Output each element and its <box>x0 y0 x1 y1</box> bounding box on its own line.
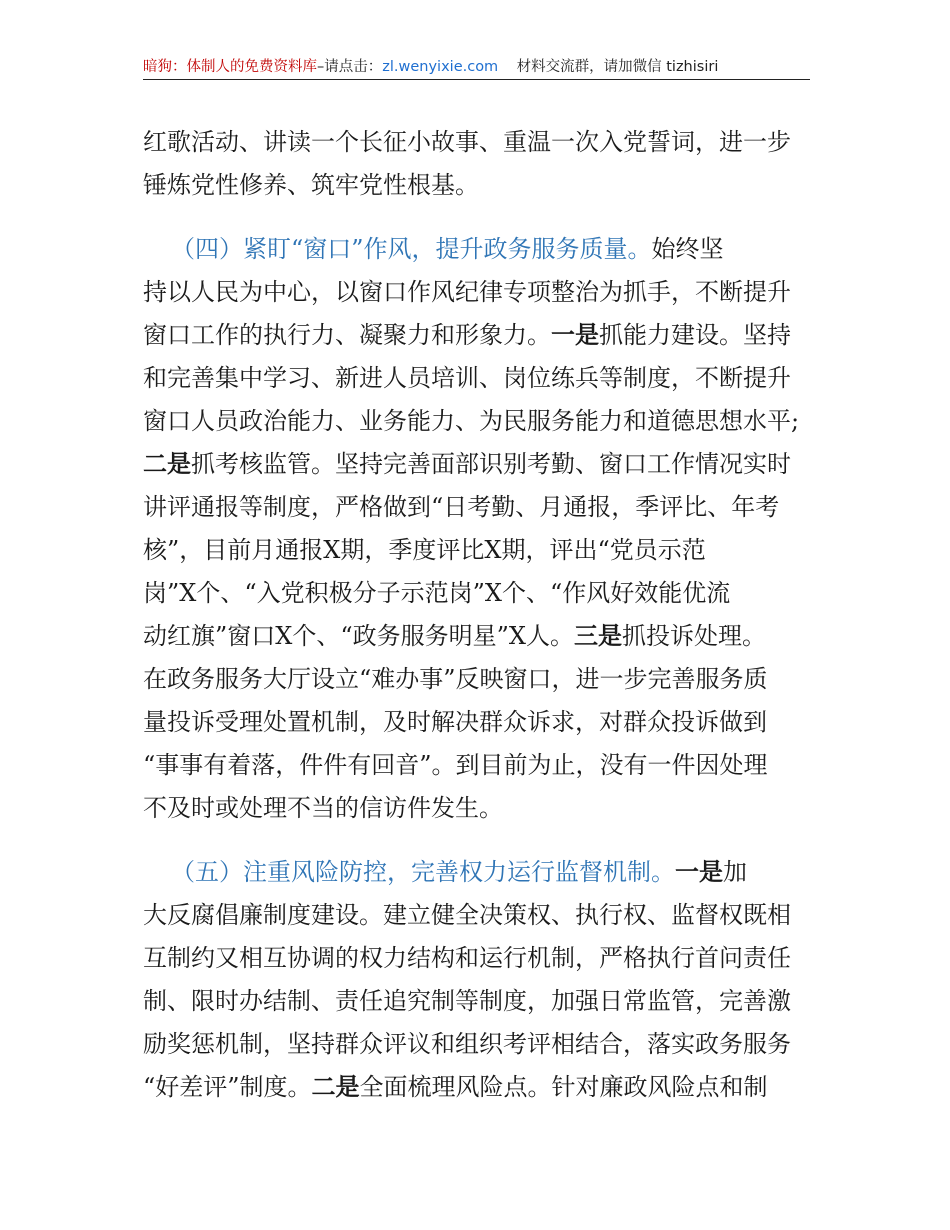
text-line: 岗”X个、“入党积极分子示范岗”X个、“作风好效能优流 <box>143 579 731 607</box>
text-line: 制、限时办结制、责任追究制等制度，加强日常监管，完善激 <box>143 987 791 1015</box>
bold-marker: 一是 <box>675 858 723 886</box>
text-line: 量投诉受理处置机制，及时解决群众诉求，对群众投诉做到 <box>143 708 767 736</box>
site-label: 暗狗：体制人的免费资料库 <box>143 59 317 75</box>
text-line: 讲评通报等制度，严格做到“日考勤、月通报，季评比、年考 <box>143 493 780 521</box>
text-line: 在政务服务大厅设立“难办事”反映窗口，进一步完善服务质 <box>143 665 768 693</box>
text-line: 励奖惩机制，坚持群众评议和组织考评相结合，落实政务服务 <box>143 1030 791 1058</box>
text-line: 窗口工作的执行力、凝聚力和形象力。一是抓能力建设。坚持 <box>143 321 791 349</box>
text-line: 和完善集中学习、新进人员培训、岗位练兵等制度，不断提升 <box>143 364 791 392</box>
text-line: 大反腐倡廉制度建设。建立健全决策权、执行权、监督权既相 <box>143 901 791 929</box>
watermark-header <box>143 56 810 78</box>
text-line: 二是抓考核监管。坚持完善面部识别考勤、窗口工作情况实时 <box>143 450 791 478</box>
bold-marker: 二是 <box>311 1073 360 1101</box>
text-line: 红歌活动、讲读一个长征小故事、重温一次入党誓词，进一步 <box>143 128 791 156</box>
site-link[interactable]: zl.wenyixie.com <box>382 59 499 75</box>
text-line: 动红旗”窗口X个、“政务服务明星”X人。三是抓投诉处理。 <box>143 622 766 650</box>
bold-marker: 二是 <box>143 450 191 478</box>
header-divider <box>143 79 810 80</box>
text-line: 锤炼党性修养、筑牢党性根基。 <box>143 171 479 199</box>
text-line: 核”，目前月通报X期，季度评比X期，评出“党员示范 <box>143 536 706 564</box>
text-line: 窗口人员政治能力、业务能力、为民服务能力和道德思想水平; <box>143 407 800 435</box>
click-prompt: –请点击： <box>317 59 383 75</box>
section-4-first-line: （四）紧盯“窗口”作风，提升政务服务质量。始终坚 <box>171 235 724 263</box>
section-heading-4: （四）紧盯“窗口”作风，提升政务服务质量。 <box>171 235 652 263</box>
bold-marker: 一是 <box>551 321 599 349</box>
text-line: 不及时或处理不当的信访件发生。 <box>143 794 503 822</box>
bold-marker: 三是 <box>573 622 622 650</box>
section-5-first-line: （五）注重风险防控，完善权力运行监督机制。一是加 <box>171 858 747 886</box>
text-line: 持以人民为中心，以窗口作风纪律专项整治为抓手，不断提升 <box>143 278 791 306</box>
text-line: “好差评”制度。二是全面梳理风险点。针对廉政风险点和制 <box>143 1073 768 1101</box>
text-line: “事事有着落，件件有回音”。到目前为止，没有一件因处理 <box>143 751 768 779</box>
text-line: 互制约又相互协调的权力结构和运行机制，严格执行首问责任 <box>143 944 791 972</box>
section-heading-5: （五）注重风险防控，完善权力运行监督机制。 <box>171 858 675 886</box>
group-note: 材料交流群，请加微信 tizhisiri <box>516 59 719 75</box>
